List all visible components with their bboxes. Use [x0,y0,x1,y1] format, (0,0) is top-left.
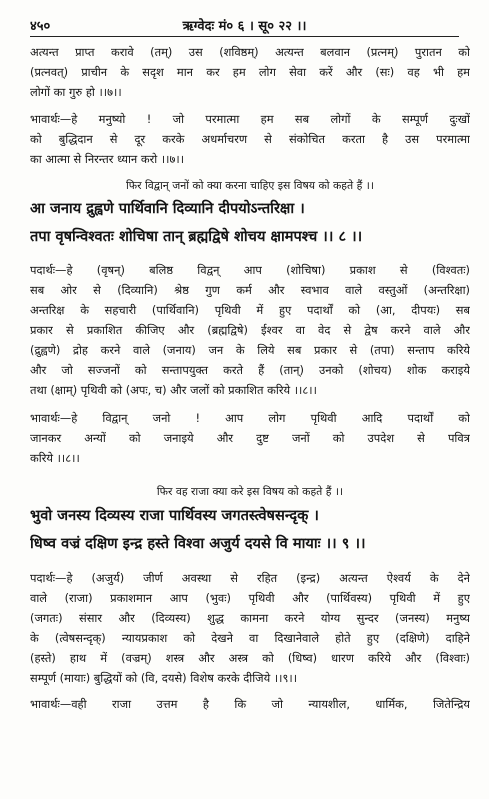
page-header [30,14,459,37]
section-intro: फिर विद्वान् जनों को क्या करना चाहिए इस विषय को कहते हैं ।। [126,179,374,192]
text-line: के (त्वेषसन्दृक्) न्यायप्रकाश को देखने वा दिखानेवाले होते हुए (दक्षिणे) दाहिने [30,631,470,645]
bhavartha-line: भावार्थः—हे मनुष्यो ! जो परमात्मा हम सब लोगों के सम्पूर्ण दुःखों [30,112,470,126]
bhavartha-line: भावार्थः—वही राजा उत्तम है कि जो न्यायशील, धार्मिक, जितेन्द्रिय [30,697,470,711]
mantra-line: धिष्व वज्रं दक्षिण इन्द्र हस्ते विश्वा अजुर्य दयसे वि मायाः ।। ९ ।। [30,535,366,552]
text-line: करिये ।।८।। [30,451,80,465]
text-line: वाले (राजा) प्रकाशमान आप (भुवः) पृथिवी और (पार्थिवस्य) पृथिवी में हुए [30,591,470,605]
text-line: सब ओर से (दिव्यानि) श्रेष्ठ गुण कर्म और स्वभाव वाले वस्तुओं (अन्तरिक्षा) [30,283,470,297]
text-line: का आत्मा से निरन्तर ध्यान करो ।।७।। [30,152,185,166]
text-line: (हस्ते) हाथ में (वज्रम्) शस्त्र और अस्त्र को (धिष्व) धारण करिये और (विश्वाः) [30,651,470,665]
section-intro: फिर वह राजा क्या करे इस विषय को कहते हैं ।। [156,485,344,498]
text-line: और जो सज्जनों को सन्तापयुक्त करते हैं (तान्) उनको (शोचय) शोक कराइये [30,363,470,377]
mantra-line: भुवो जनस्य दिव्यस्य राजा पार्थिवस्य जगतस्त्वेषसन्दृक् । [30,507,319,524]
text-line: तथा (क्षाम्) पृथिवी को (अपः, च) और जलों को प्रकाशित करिये ।।८।। [30,383,317,397]
text-line: प्रकार से प्रकाशित कीजिए और (ब्रह्मद्विषे) ईश्वर वा वेद से द्वेष करने वाले और [30,323,470,337]
page-number: ४५० [30,19,51,34]
text-line: को बुद्धिदान से दूर करके अधर्माचरण से संकोचित करता है उस परमात्मा [30,132,470,146]
padartha-line: पदार्थः—हे (अजुर्य) जीर्ण अवस्था से रहित (इन्द्र) अत्यन्त ऐश्वर्य के देने [30,571,470,585]
text-line: अत्यन्त प्राप्त करावे (तम्) उस (शविष्ठम्) अत्यन्त बलवान (प्रत्नम्) पुरातन को [30,45,470,59]
padartha-line: पदार्थः—हे (वृषन्) बलिष्ठ विद्वन् आप (शोचिषा) प्रकाश से (विश्वतः) [30,263,470,277]
mantra-line: आ जनाय द्रुह्वणे पार्थिवानि दिव्यानि दीपयोऽन्तरिक्षा । [30,200,305,217]
text-line: (प्रत्नवत्) प्राचीन के सदृश मान कर हम लोग सेवा करें और (सः) वह भी हम [30,65,470,79]
text-line: जानकर अन्यों को जनाइये और दुष्ट जनों को उपदेश से पवित्र [30,431,470,445]
text-line: (द्रुह्वणे) द्रोह करने वाले (जनाय) जन के लिये सब प्रकार से (तपा) सन्ताप करिये [30,343,470,357]
text-line: (जगतः) संसार और (दिव्यस्य) शुद्ध कामना करने योग्य सुन्दर (जनस्य) मनुष्य [30,611,470,625]
mantra-line: तपा वृषन्विश्वतः शोचिषा तान् ब्रह्मद्विषे शोचय क्षामपश्च ।। ८ ।। [30,228,363,245]
text-line: लोगों का गुरु हो ।।७।। [30,85,122,99]
bhavartha-line: भावार्थः—हे विद्वान् जनो ! आप लोग पृथिवी आदि पदार्थों को [30,411,470,425]
text-line: सम्पूर्ण (मायाः) बुद्धियों को (वि, दयसे) विशेष करके दीजिये ।।९।। [30,671,298,685]
page-reference: ऋग्वेदः मं० ६ । सू० २२ ।। [182,19,307,34]
text-line: अन्तरिक्ष के सहचारी (पार्थिवानि) पृथिवी में हुए पदार्थों को (आ, दीपयः) सब [30,303,470,317]
